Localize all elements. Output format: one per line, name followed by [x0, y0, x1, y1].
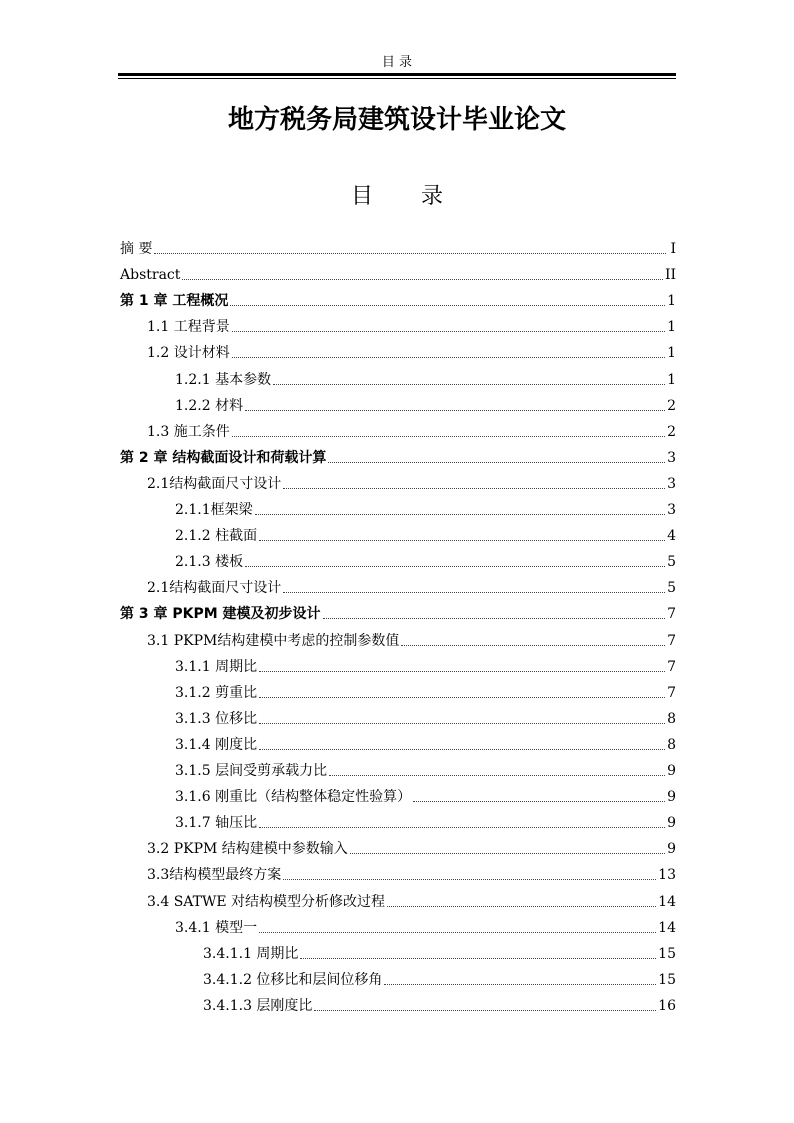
- toc-entry-label: 1.2.2 材料: [175, 397, 244, 414]
- toc-leader-dots: [387, 906, 656, 907]
- toc-leader-dots: [255, 514, 665, 515]
- toc-heading: 目录: [350, 184, 491, 209]
- toc-entry-label: 3.1.6 刚重比（结构整体稳定性验算）: [175, 789, 412, 806]
- toc-entry[interactable]: [120, 911, 676, 937]
- toc-entry[interactable]: [120, 728, 676, 754]
- toc-entry-page-number: 3: [667, 475, 676, 492]
- document-title: 地方税务局建筑设计毕业论文: [227, 105, 566, 135]
- toc-entry-label: 2.1结构截面尺寸设计: [147, 475, 282, 492]
- toc-entry-label: 2.1结构截面尺寸设计: [147, 580, 282, 597]
- toc-leader-dots: [314, 1010, 656, 1011]
- toc-leader-dots: [259, 697, 665, 698]
- toc-entry[interactable]: [120, 754, 676, 780]
- toc-entry[interactable]: [120, 937, 676, 963]
- toc-entry[interactable]: [120, 571, 676, 597]
- toc-entry-label: 3.1.2 剪重比: [175, 684, 258, 701]
- toc-leader-dots: [259, 932, 656, 933]
- toc-entry[interactable]: [120, 597, 676, 623]
- toc-entry-page-number: 14: [658, 919, 676, 936]
- toc-entry-page-number: 2: [667, 397, 676, 414]
- toc-leader-dots: [413, 801, 665, 802]
- toc-entry[interactable]: [120, 702, 676, 728]
- toc-entry-page-number: 13: [658, 867, 676, 884]
- toc-entry-label: 1.2.1 基本参数: [175, 371, 272, 388]
- toc-entry[interactable]: [120, 284, 676, 310]
- toc-entry-page-number: 7: [667, 684, 676, 701]
- toc-entry-label: Abstract: [120, 267, 181, 284]
- toc-entry-page-number: 3: [667, 449, 676, 466]
- toc-entry[interactable]: [120, 258, 676, 284]
- toc-entry-page-number: 15: [658, 971, 676, 988]
- header-rule-thick: [118, 73, 676, 76]
- toc-entry[interactable]: [120, 363, 676, 389]
- toc-leader-dots: [245, 410, 665, 411]
- toc-entry-label: 2.1.2 柱截面: [175, 528, 258, 545]
- toc-entry-label: 第 2 章 结构截面设计和荷载计算: [120, 449, 327, 466]
- toc-entry[interactable]: [120, 963, 676, 989]
- toc-entry-page-number: 5: [667, 580, 676, 597]
- toc-entry[interactable]: [120, 467, 676, 493]
- toc-entry-page-number: 3: [667, 502, 676, 518]
- toc-leader-dots: [245, 566, 665, 567]
- toc-leader-dots: [230, 305, 665, 306]
- toc-leader-dots: [232, 331, 665, 332]
- toc-leader-dots: [350, 853, 665, 854]
- toc-entry[interactable]: [120, 858, 676, 884]
- toc-entry-label: 3.4.1.3 层刚度比: [203, 997, 313, 1014]
- toc-entry-page-number: 2: [667, 423, 676, 440]
- toc-entry[interactable]: [120, 493, 676, 519]
- toc-entry-label: 3.1.3 位移比: [175, 710, 258, 727]
- toc-leader-dots: [232, 436, 665, 437]
- toc-entry-page-number: 7: [667, 658, 676, 675]
- toc-entry-page-number: 1: [667, 293, 676, 310]
- toc-entry-label: 第 3 章 PKPM 建模及初步设计: [120, 606, 321, 623]
- toc-entry-label: 1.3 施工条件: [147, 423, 230, 440]
- header-rule-thin: [118, 78, 676, 79]
- toc-entry-label: 3.2 PKPM 结构建模中参数输入: [147, 841, 348, 858]
- toc-entry-label: 3.4 SATWE 对结构模型分析修改过程: [147, 893, 386, 910]
- toc-entry-label: 3.4.1.1 周期比: [203, 945, 299, 962]
- toc-entry-page-number: 8: [667, 710, 676, 727]
- toc-entry[interactable]: [120, 310, 676, 336]
- toc-entry-page-number: 9: [667, 815, 676, 832]
- toc-entry-page-number: 8: [667, 736, 676, 753]
- toc-leader-dots: [273, 384, 665, 385]
- toc-leader-dots: [384, 984, 656, 985]
- toc-leader-dots: [283, 488, 665, 489]
- toc-entry-label: 1.1 工程背景: [147, 319, 230, 336]
- toc-leader-dots: [259, 827, 665, 828]
- toc-entry[interactable]: [120, 676, 676, 702]
- toc-entry[interactable]: [120, 441, 676, 467]
- toc-leader-dots: [232, 357, 665, 358]
- toc-leader-dots: [328, 462, 665, 463]
- toc-entry-label: 3.3结构模型最终方案: [147, 867, 282, 884]
- toc-leader-dots: [259, 540, 665, 541]
- toc-leader-dots: [182, 279, 663, 280]
- toc-leader-dots: [283, 592, 665, 593]
- toc-leader-dots: [323, 618, 666, 619]
- toc-entry-page-number: 9: [667, 841, 676, 858]
- toc-entry-label: 3.1.5 层间受剪承载力比: [175, 763, 328, 779]
- toc-entry-label: 3.4.1.2 位移比和层间位移角: [203, 971, 383, 988]
- toc-entry-page-number: 1: [667, 319, 676, 336]
- toc-leader-dots: [283, 879, 656, 880]
- toc-entry-page-number: II: [664, 267, 676, 284]
- toc-leader-dots: [329, 775, 665, 776]
- toc-entry[interactable]: [120, 545, 676, 571]
- running-header: 目 录: [381, 55, 413, 70]
- toc-entry-page-number: 9: [667, 763, 676, 779]
- toc-leader-dots: [259, 749, 665, 750]
- toc-entry-page-number: 9: [667, 789, 676, 806]
- toc-leader-dots: [259, 671, 665, 672]
- toc-entry-label: 第 1 章 工程概况: [120, 293, 229, 310]
- toc-leader-dots: [401, 645, 665, 646]
- toc-entry-label: 2.1.1框架梁: [175, 502, 253, 518]
- toc-leader-dots: [300, 958, 656, 959]
- toc-entry[interactable]: [120, 624, 676, 650]
- toc-entry-page-number: 5: [667, 554, 676, 571]
- toc-entry-page-number: 1: [667, 345, 676, 362]
- toc-entry-page-number: 1: [667, 371, 676, 388]
- toc-entry[interactable]: [120, 232, 676, 258]
- toc-entry-page-number: 7: [667, 606, 676, 623]
- toc-entry-label: 摘 要: [120, 241, 153, 257]
- toc-entry-label: 1.2 设计材料: [147, 345, 230, 362]
- toc-entry-page-number: 16: [658, 997, 676, 1014]
- toc-entry-page-number: 7: [667, 632, 676, 649]
- toc-entry-page-number: 15: [658, 945, 676, 962]
- toc-entry-label: 3.4.1 模型一: [175, 919, 258, 936]
- toc-entry-label: 2.1.3 楼板: [175, 554, 244, 571]
- toc-leader-dots: [154, 253, 666, 254]
- toc-entry-label: 3.1 PKPM结构建模中考虑的控制参数值: [147, 632, 400, 649]
- toc-entry[interactable]: [120, 806, 676, 832]
- toc-entry[interactable]: [120, 885, 676, 911]
- toc-leader-dots: [259, 723, 665, 724]
- toc-entry-page-number: 4: [667, 528, 676, 545]
- toc-entry-page-number: 14: [658, 893, 676, 910]
- toc-entry[interactable]: [120, 832, 676, 858]
- toc-entry[interactable]: [120, 336, 676, 362]
- toc-entry[interactable]: [120, 780, 676, 806]
- toc-entry-label: 3.1.4 刚度比: [175, 736, 258, 753]
- toc-entry-label: 3.1.1 周期比: [175, 658, 258, 675]
- toc-entry[interactable]: [120, 989, 676, 1015]
- toc-entry[interactable]: [120, 415, 676, 441]
- toc-entry-page-number: I: [670, 241, 676, 257]
- toc-entry[interactable]: [120, 650, 676, 676]
- toc-entry[interactable]: [120, 519, 676, 545]
- toc-entry[interactable]: [120, 389, 676, 415]
- toc-entry-label: 3.1.7 轴压比: [175, 815, 258, 832]
